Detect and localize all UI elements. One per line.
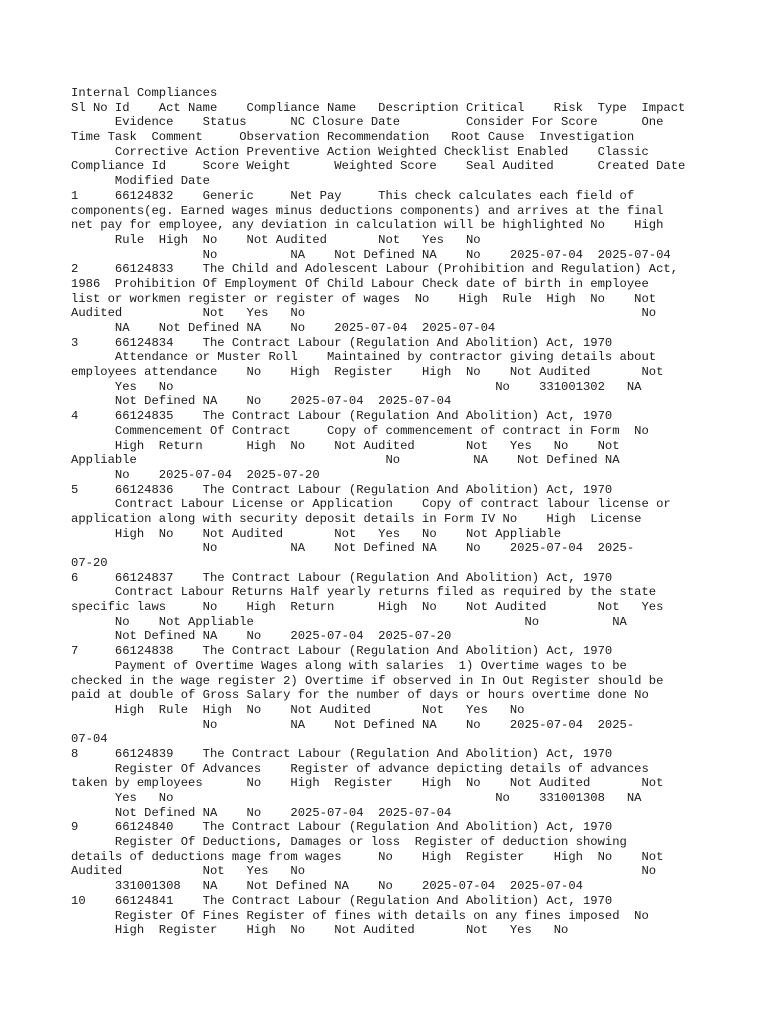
text-line: Contract Labour Returns Half yearly returns filed as required by the state (71, 585, 657, 600)
text-line: Sl No Id Act Name Compliance Name Description Critical Risk Type Impact (71, 100, 686, 115)
text-line: High Return High No Not Audited Not Yes No Not (71, 438, 620, 453)
text-line: 2 66124833 The Child and Adolescent Labour (Prohibition and Regulation) Act, (71, 262, 679, 277)
text-line: list or workmen register or register of wages No High Rule High No Not (71, 291, 657, 306)
text-line: employees attendance No High Register High No Not Audited Not (71, 365, 664, 380)
text-line: 10 66124841 The Contract Labour (Regulation And Abolition) Act, 1970 (71, 893, 613, 908)
document-page (71, 86, 711, 938)
text-line: Compliance Id Score Weight Weighted Score Seal Audited Created Date (71, 159, 686, 174)
text-line: 5 66124836 The Contract Labour (Regulation And Abolition) Act, 1970 (71, 482, 613, 497)
text-line: Appliable No NA Not Defined NA (71, 453, 620, 468)
text-line: Payment of Overtime Wages along with salaries 1) Overtime wages to be (71, 658, 627, 673)
text-line: application along with security deposit details in Form IV No High License (71, 511, 642, 526)
text-line: No NA Not Defined NA No 2025-07-04 2025-07-04 (71, 247, 671, 262)
text-line: High Rule High No Not Audited Not Yes No (71, 702, 525, 717)
text-line: 07-04 (71, 732, 108, 747)
text-line: checked in the wage register 2) Overtime if observed in In Out Register should be (71, 673, 664, 688)
text-line: No 2025-07-04 2025-07-20 (71, 467, 320, 482)
text-line: No Not Appliable No NA (71, 614, 627, 629)
text-line: Rule High No Not Audited Not Yes No (71, 232, 481, 247)
text-line: Commencement Of Contract Copy of commencement of contract in Form No (71, 423, 649, 438)
text-line: Not Defined NA No 2025-07-04 2025-07-04 (71, 394, 452, 409)
text-line: Modified Date (71, 174, 210, 189)
text-line: Register Of Deductions, Damages or loss Register of deduction showing (71, 835, 627, 850)
text-line: specific laws No High Return High No Not Audited Not Yes (71, 600, 664, 615)
text-line: Attendance or Muster Roll Maintained by contractor giving details about (71, 350, 657, 365)
text-line: 9 66124840 The Contract Labour (Regulation And Abolition) Act, 1970 (71, 820, 613, 835)
text-line: Contract Labour License or Application Copy of contract labour license or (71, 497, 671, 512)
text-line: paid at double of Gross Salary for the number of days or hours overtime done No (71, 688, 649, 703)
text-line: Evidence Status NC Closure Date Consider For Score One (71, 115, 664, 130)
text-line: 6 66124837 The Contract Labour (Regulation And Abolition) Act, 1970 (71, 570, 613, 585)
text-line: components(eg. Earned wages minus deductions components) and arrives at the final (71, 203, 664, 218)
text-line: High Register High No Not Audited Not Yes No (71, 923, 569, 938)
text-line: High No Not Audited Not Yes No Not Appliable (71, 526, 562, 541)
text-line: 7 66124838 The Contract Labour (Regulation And Abolition) Act, 1970 (71, 644, 613, 659)
text-line: Not Defined NA No 2025-07-04 2025-07-04 (71, 805, 452, 820)
document-title: Internal Compliances (71, 86, 218, 100)
text-line: Register Of Fines Register of fines with details on any fines imposed No (71, 908, 649, 923)
text-line: 8 66124839 The Contract Labour (Regulation And Abolition) Act, 1970 (71, 746, 613, 761)
text-line: 331001308 NA Not Defined NA No 2025-07-04 2025-07-04 (71, 879, 583, 894)
text-line: Corrective Action Preventive Action Weighted Checklist Enabled Classic (71, 144, 649, 159)
text-line: 1986 Prohibition Of Employment Of Child Labour Check date of birth in employee (71, 276, 649, 291)
text-line: Yes No No 331001308 NA (71, 791, 642, 805)
text-line: Yes No No 331001302 NA (71, 379, 642, 394)
text-line: Time Task Comment Observation Recommendation Root Cause Investigation (71, 130, 635, 145)
text-line: 4 66124835 The Contract Labour (Regulation And Abolition) Act, 1970 (71, 409, 613, 424)
text-line: details of deductions mage from wages No High Register High No Not (71, 849, 664, 864)
text-line: 1 66124832 Generic Net Pay This check calculates each field of (71, 188, 635, 203)
text-line: net pay for employee, any deviation in calculation will be highlighted No High (71, 218, 664, 233)
text-line: No NA Not Defined NA No 2025-07-04 2025- (71, 717, 635, 732)
text-line: No NA Not Defined NA No 2025-07-04 2025- (71, 541, 635, 556)
text-line: 07-20 (71, 556, 108, 570)
text-line: Not Defined NA No 2025-07-04 2025-07-20 (71, 629, 452, 644)
text-line: Audited Not Yes No No (71, 306, 657, 321)
text-line: Audited Not Yes No No (71, 864, 657, 879)
text-line: Register Of Advances Register of advance depicting details of advances (71, 761, 649, 776)
text-line: taken by employees No High Register High No Not Audited Not (71, 776, 664, 791)
text-line: 3 66124834 The Contract Labour (Regulation And Abolition) Act, 1970 (71, 335, 613, 350)
text-line: NA Not Defined NA No 2025-07-04 2025-07-04 (71, 321, 496, 335)
